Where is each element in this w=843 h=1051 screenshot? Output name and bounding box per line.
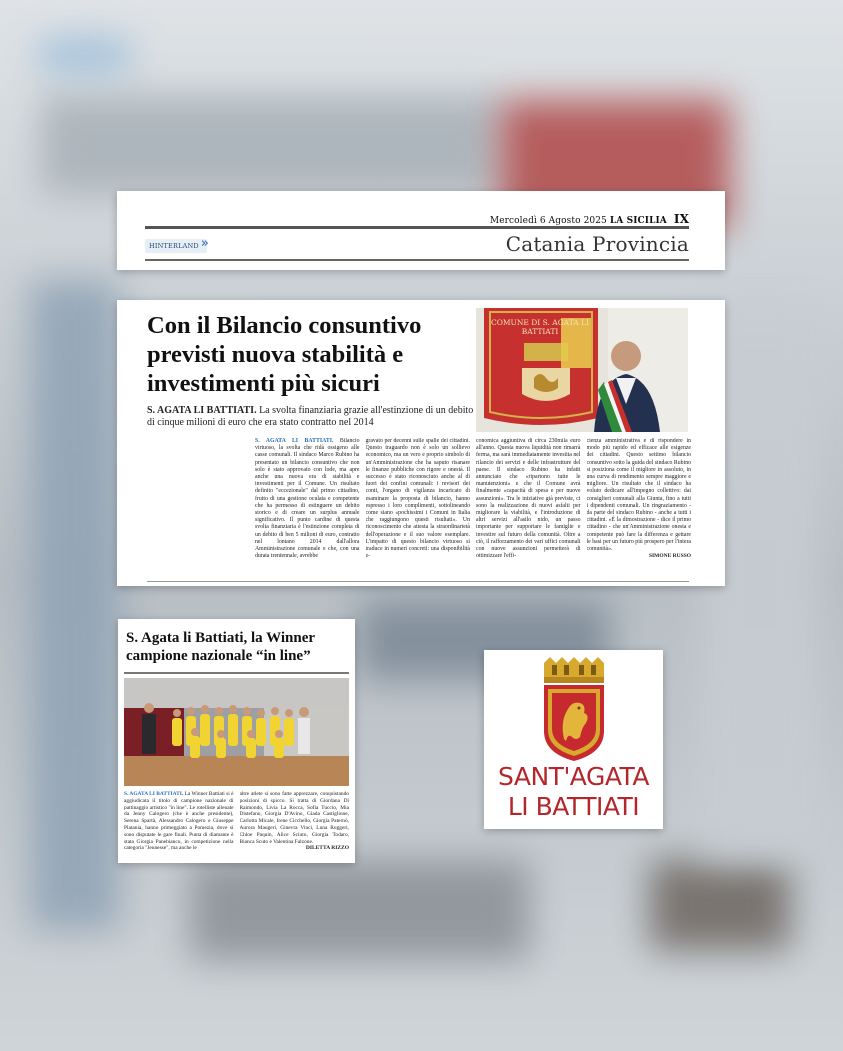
winner-author: DILETTA RIZZO bbox=[305, 845, 349, 852]
article-column-text: conomica aggiuntiva di circa 230mila euro all'anno. Questa nuova liquidità non rimarrà ferma, ma sarà immediatamente investita nel rilancio dei servizi e delle infrastrutture del paese. Il sindaco Rubino ha infatti annunciato che «ripartono tutte le manutenzioni» e che il Comune avrà finalmente «capacità di spesa e per nuove assunzioni». Tra le iniziative già previste, ci sono la realizzazione di nuovi asfalti per migliorare la viabilità, e l'introduzione di altri servizi all'asilo nido, un passo importante per supportare le famiglie e investire sul futuro della comunità. Oltre a ciò, il rafforzamento dei vari uffici comunali con nuove assunzioni permetterà di ottimizzare l'effi- bbox=[476, 438, 581, 560]
flag-banner-text: COMUNE DI S. AGATA LI BATTIATI bbox=[490, 318, 590, 336]
article-column bbox=[476, 438, 581, 573]
winner-column bbox=[124, 791, 234, 853]
page-number: IX bbox=[673, 212, 689, 226]
winner-column-text: altre atlete si sono fatte apprezzare, conquistando posizioni di spicco. Si tratta di Giordana Di Raimondo, Livia La Rocca, Sofia Tuccio, Mia Distefano, Giorgia D'Avino, Giada Castiglione, Carlotta Micale, Irene Cicchello, Giorgia Paternò, Aurora Maugeri, Ginevra Vinci, Luna Ruggeri, Chloe Paquin, Alice Sciuto, Giorgia Todaro, Bianca Scuto e Valentina Falzone. bbox=[239, 791, 349, 845]
header-bottom-rule bbox=[145, 259, 689, 261]
section-tag bbox=[145, 236, 209, 253]
kicker-text: La svolta finanziaria grazie all'estinzione di un debito di cinque milioni di euro che era stato contratto nel 2014 bbox=[147, 405, 474, 428]
winner-body bbox=[124, 791, 349, 853]
article-column bbox=[587, 438, 692, 573]
newspaper-name: LA SICILIA bbox=[609, 216, 667, 226]
main-article bbox=[117, 300, 725, 586]
winner-article bbox=[118, 619, 355, 863]
newspaper-header bbox=[117, 191, 725, 270]
article-column bbox=[366, 438, 471, 573]
article-kicker bbox=[147, 405, 477, 429]
article-bottom-rule bbox=[147, 581, 689, 582]
kicker-place: S. AGATA LI BATTIATI. bbox=[147, 405, 257, 416]
winner-column-text: La Winner Battiati si è aggiudicata il titolo di campione nazionale di pattinaggio artistico "in line". Le rotelliste allenate da Jenny Calogero (che è anche presidente), Serena Spartà, Alessandro Calogero e Giuseppe Platania, hanno primeggiato a Pomezia, dove si sono disputate le gare finali. Punta di diamante è stata Giorgia Panebianco, in competizione nella categoria "Jeunesse", ma anche le bbox=[124, 791, 234, 852]
winner-headline: S. Agata li Battiati, la Winner campione nazionale “in line” bbox=[126, 630, 315, 664]
winner-lead: S. AGATA LI BATTIATI. bbox=[124, 791, 184, 797]
article-body bbox=[255, 438, 691, 573]
header-dateline bbox=[490, 212, 689, 226]
winner-rule bbox=[124, 672, 349, 674]
article-headline: Con il Bilancio consuntivo previsti nuova stabilità e investimenti più sicuri bbox=[147, 312, 422, 397]
winner-column bbox=[240, 791, 350, 853]
article-column-text: gravato per decenni sulle spalle dei cittadini. Questo traguardo non è solo un sollievo economico, ma un vero e proprio simbolo di un'Amministrazione che ha saputo risanare le finanze pubbliche con rigore e onestà. Il successo è stato riconosciuto anche al di fuori dei confini comunali: i revisori dei conti, l'organo di vigilanza incaricato di esaminare la proposta di bilancio, hanno espresso i loro complimenti, sottolineando come siano «pochissimi i Comuni in Italia che raggiungono questi risultati». Un riconoscimento che attesta la straordinarietà dell'operazione e il suo valore esemplare. L'impatto di questo bilancio virtuoso si traduce in numeri concreti: una disponibilità e- bbox=[365, 438, 470, 560]
team-photo-illustration bbox=[124, 678, 349, 786]
coat-of-arms-icon bbox=[538, 657, 610, 761]
municipality-logo bbox=[484, 650, 663, 829]
header-date: Mercoledì 6 Agosto 2025 bbox=[489, 216, 607, 226]
header-rule bbox=[145, 226, 689, 229]
team-photo bbox=[124, 678, 349, 786]
article-author: SIMONE RUSSO bbox=[648, 553, 691, 560]
article-column-text: cienza amministrativa e di rispondere in modo più rapido ed efficace alle esigenze dei cittadini. Questo settimo bilancio consuntivo sotto la guida del sindaco Rubino si posiziona come il migliore in assoluto, in una curva di rendimento sempre maggiore e migliore. Un risultato che il sindaco ha voluto dedicare all'impegno collettivo: dai consiglieri comunali alla Giunta, fino a tutti i dipendenti comunali. Un ringraziamento - da parte del sindaco Rubino - anche a tutti i cittadini. «È la dimostrazione - dice il primo cittadino - che un'Amministrazione onesta e competente può fare la differenza e gettare le basi per un futuro più prospero per l'intera comunità». bbox=[586, 438, 691, 553]
mayor-photo bbox=[476, 308, 688, 432]
double-chevron-icon: » bbox=[200, 236, 209, 251]
article-column-text: Bilancio virtuoso, la svolta che ridà ossigeno alle casse comunali. Il sindaco Marco Rubino ha presentato un bilancio consuntivo che non solo è stato approvato con lode, ma apre anche una nuova era di stabilità e investimenti per il Comune. Un risultato definito "eccezionale" dal primo cittadino, frutto di una gestione oculata e competente che ha permesso di estinguere un debito storico e di creare un surplus annuale significativo. Il punto cardine di questa svolta finanziaria è l'estinzione completa di un debito di ben 5 milioni di euro, contratto nel lontano 2014 dall'allora Amministrazione comunale e che, con una durata trentennale, avrebbe bbox=[255, 438, 360, 560]
logo-text-line2: LI BATTIATI bbox=[507, 792, 640, 821]
article-column bbox=[255, 438, 360, 573]
section-title: Catania Provincia bbox=[505, 232, 689, 256]
section-tag-label: HINTERLAND bbox=[149, 242, 199, 250]
logo-text-line1: SANT'AGATA bbox=[498, 762, 649, 791]
article-lead: S. AGATA LI BATTIATI. bbox=[255, 438, 334, 444]
